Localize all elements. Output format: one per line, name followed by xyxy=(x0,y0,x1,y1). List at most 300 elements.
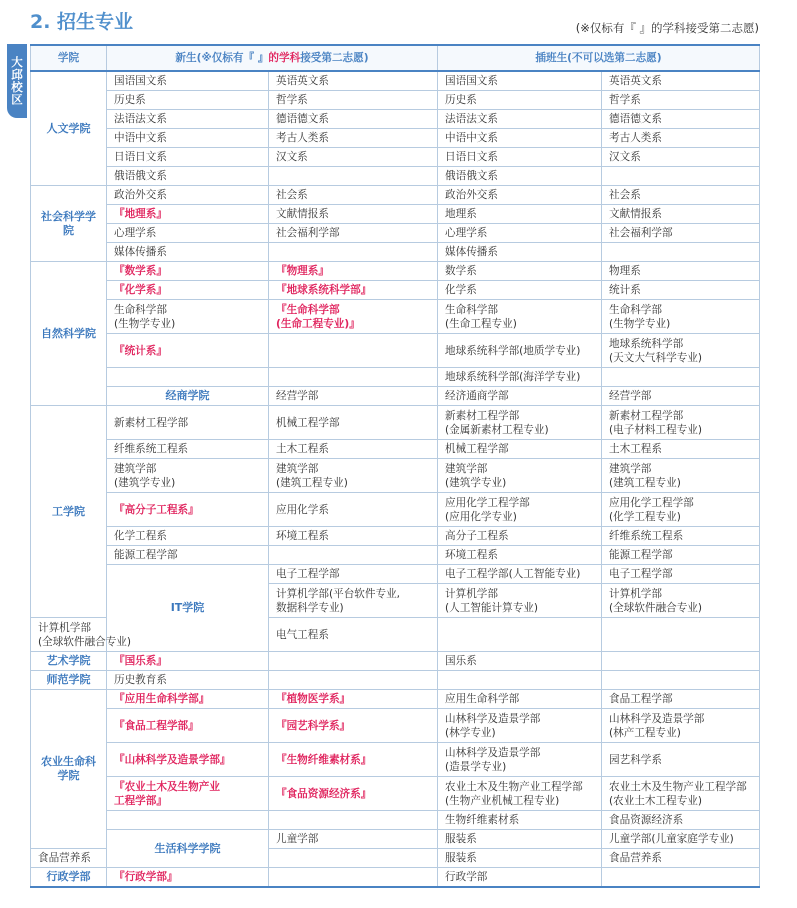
transfer-major-cell xyxy=(438,690,602,709)
freshman-major-cell-line1: 历史系 xyxy=(114,94,146,106)
transfer-major-cell xyxy=(438,527,602,546)
freshman-major-cell xyxy=(269,148,438,167)
freshman-major-cell-line1: 『国乐系』 xyxy=(114,655,167,667)
freshman-major-cell xyxy=(107,148,269,167)
transfer-major-cell-line1: 新素材工程学部 xyxy=(609,409,684,422)
freshman-major-cell-line1: 『应用生命科学部』 xyxy=(114,693,210,705)
freshman-major-cell xyxy=(107,811,269,830)
freshman-header-prefix: 新生(※仅标有『 』 xyxy=(175,52,269,64)
freshman-header xyxy=(107,45,438,71)
transfer-major-cell-line2: (生物产业机械工程专业) xyxy=(445,794,560,807)
freshman-major-cell xyxy=(269,243,438,262)
transfer-major-cell-line2: (电子材料工程专业) xyxy=(609,423,703,436)
freshman-major-cell-line1: 经营学部 xyxy=(276,390,319,402)
transfer-major-cell xyxy=(438,243,602,262)
freshman-major-cell-line1: 考古人类系 xyxy=(276,132,329,144)
freshman-major-cell-line1: 儿童学部 xyxy=(276,833,319,845)
transfer-major-cell xyxy=(438,110,602,129)
freshman-major-cell-line1: 『地理系』 xyxy=(114,208,167,220)
freshman-major-cell xyxy=(269,368,438,387)
transfer-major-cell xyxy=(438,129,602,148)
table-row xyxy=(31,186,760,205)
transfer-major-cell-line1: 生命科学部 xyxy=(445,303,498,316)
transfer-major-cell-line2: (造景学专业) xyxy=(445,760,507,773)
transfer-major-cell-line1: 心理学系 xyxy=(445,227,488,239)
freshman-major-cell-line1: 服装系 xyxy=(445,833,477,845)
freshman-major-cell xyxy=(107,406,269,440)
college-cell: 农业生命科学院 xyxy=(31,690,107,849)
freshman-major-cell xyxy=(269,584,438,618)
transfer-major-cell xyxy=(438,300,602,334)
freshman-major-cell xyxy=(269,690,438,709)
transfer-major-cell-line1: 地球系统科学部 xyxy=(609,337,684,350)
transfer-major-cell xyxy=(602,690,760,709)
college-cell: IT学院 xyxy=(107,565,269,652)
freshman-major-cell xyxy=(31,849,107,868)
transfer-major-cell-line1: 政治外交系 xyxy=(445,189,498,201)
transfer-major-cell xyxy=(602,186,760,205)
transfer-major-cell xyxy=(438,709,602,743)
transfer-major-cell-line1: 环境工程系 xyxy=(445,549,498,561)
freshman-major-cell xyxy=(269,387,438,406)
transfer-major-cell xyxy=(602,281,760,300)
freshman-major-cell xyxy=(107,527,269,546)
transfer-major-cell-line1: 地理系 xyxy=(445,208,477,220)
freshman-major-cell xyxy=(107,334,269,368)
freshman-major-cell xyxy=(107,224,269,243)
freshman-major-cell xyxy=(269,186,438,205)
freshman-major-cell-line1: 土木工程系 xyxy=(276,443,329,455)
transfer-major-cell-line1: 俄语俄文系 xyxy=(445,170,498,182)
freshman-major-cell xyxy=(269,300,438,334)
transfer-major-cell xyxy=(602,493,760,527)
freshman-major-cell xyxy=(107,300,269,334)
freshman-major-cell xyxy=(269,262,438,281)
freshman-major-cell-line2: 数据科学专业) xyxy=(276,601,344,614)
transfer-major-cell xyxy=(602,709,760,743)
transfer-major-cell xyxy=(438,868,602,888)
freshman-major-cell-line1: 『园艺科学系』 xyxy=(276,719,351,732)
transfer-major-cell xyxy=(602,868,760,888)
college-cell: 社会科学学院 xyxy=(31,186,107,262)
freshman-major-cell xyxy=(269,91,438,110)
transfer-major-cell xyxy=(602,387,760,406)
transfer-major-cell-line2: (林产工程专业) xyxy=(609,726,681,739)
freshman-major-cell xyxy=(269,281,438,300)
freshman-major-cell-line1: 历史教育系 xyxy=(114,674,167,686)
table-row xyxy=(31,300,760,334)
second-choice-note: (※仅标有『 』的学科接受第二志愿) xyxy=(575,21,759,35)
table-row xyxy=(31,671,760,690)
transfer-major-cell-line1: 山林科学及造景学部 xyxy=(445,712,541,725)
freshman-major-cell xyxy=(269,743,438,777)
transfer-major-cell xyxy=(438,281,602,300)
major-table xyxy=(30,44,760,888)
transfer-major-cell-line1: 园艺科学系 xyxy=(609,753,662,766)
table-row xyxy=(31,281,760,300)
transfer-major-cell xyxy=(602,243,760,262)
transfer-major-cell xyxy=(602,71,760,91)
transfer-major-cell-line1: 电子工程学部 xyxy=(609,568,673,580)
transfer-major-cell-line1: 新素材工程学部 xyxy=(445,409,520,422)
transfer-major-cell-line1: 应用生命科学部 xyxy=(445,693,520,705)
freshman-major-cell-line1: 日语日文系 xyxy=(114,151,167,163)
freshman-major-cell-line1: 『物理系』 xyxy=(276,265,329,277)
table-row xyxy=(31,334,760,368)
freshman-major-cell-line1: 能源工程学部 xyxy=(114,549,178,561)
transfer-major-cell xyxy=(602,459,760,493)
transfer-major-cell xyxy=(438,493,602,527)
transfer-major-cell xyxy=(602,91,760,110)
table-row xyxy=(31,71,760,91)
freshman-major-cell-line1: 『行政学部』 xyxy=(114,871,178,883)
transfer-major-cell-line1: 应用化学工程学部 xyxy=(445,496,530,509)
table-row xyxy=(31,811,760,830)
freshman-major-cell xyxy=(107,652,269,671)
transfer-major-cell-line2: (农业土木工程专业) xyxy=(609,794,703,807)
freshman-major-cell-line1: 『农业土木及生物产业 xyxy=(114,780,220,793)
table-row xyxy=(31,406,760,440)
transfer-major-cell xyxy=(602,300,760,334)
freshman-major-cell-line1: 『植物医学系』 xyxy=(276,693,351,705)
transfer-major-cell-line1: 德语德文系 xyxy=(609,113,662,125)
freshman-major-cell xyxy=(269,71,438,91)
freshman-major-cell-line1: 电气工程系 xyxy=(276,628,329,641)
transfer-major-cell xyxy=(602,224,760,243)
freshman-major-cell xyxy=(438,565,602,584)
table-row xyxy=(31,459,760,493)
transfer-major-cell xyxy=(438,618,602,652)
table-row xyxy=(31,493,760,527)
transfer-major-cell-line1: 山林科学及造景学部 xyxy=(609,712,705,725)
table-row xyxy=(31,224,760,243)
freshman-major-cell xyxy=(107,110,269,129)
freshman-major-cell xyxy=(269,440,438,459)
college-cell: 自然科学院 xyxy=(31,262,107,406)
table-header-row xyxy=(31,45,760,71)
transfer-major-cell xyxy=(438,368,602,387)
freshman-major-cell xyxy=(438,387,602,406)
transfer-major-cell-line2: (天文大气科学专业) xyxy=(609,351,703,364)
campus-tab: 大邱校区 xyxy=(7,44,27,118)
transfer-major-cell-line1: 高分子工程系 xyxy=(445,530,509,542)
college-header: 学院 xyxy=(31,45,107,71)
transfer-major-cell-line1: 儿童学部(儿童家庭学专业) xyxy=(609,833,734,845)
transfer-major-cell-line1: 计算机学部 xyxy=(609,587,662,600)
transfer-major-cell-line2: (全球软件融合专业) xyxy=(609,601,703,614)
freshman-major-cell-line1: 社会福利学部 xyxy=(276,227,340,239)
freshman-major-cell-line2: (全球软件融合专业) xyxy=(38,635,132,648)
table-row xyxy=(31,243,760,262)
table-row xyxy=(31,527,760,546)
freshman-major-cell-line1: 建筑学部 xyxy=(114,462,157,475)
freshman-header-suffix: 接受第二志愿) xyxy=(300,52,369,64)
table-row xyxy=(31,652,760,671)
freshman-major-cell-line1: 经济通商学部 xyxy=(445,390,509,402)
transfer-major-cell xyxy=(602,129,760,148)
transfer-major-cell xyxy=(438,205,602,224)
freshman-major-cell-line2: (人工智能计算专业) xyxy=(445,601,539,614)
table-row xyxy=(31,709,760,743)
freshman-major-cell-line1: 新素材工程学部 xyxy=(114,416,189,429)
transfer-major-cell xyxy=(602,334,760,368)
transfer-major-cell xyxy=(602,777,760,811)
transfer-major-cell-line1: 历史系 xyxy=(445,94,477,106)
freshman-major-cell xyxy=(107,459,269,493)
transfer-major-cell xyxy=(438,743,602,777)
freshman-major-cell xyxy=(269,167,438,186)
freshman-major-cell xyxy=(269,830,438,849)
transfer-major-cell xyxy=(602,167,760,186)
college-cell: 经商学院 xyxy=(107,387,269,406)
freshman-major-cell-line1: 生命科学部 xyxy=(114,303,167,316)
transfer-major-cell-line1: 日语日文系 xyxy=(445,151,498,163)
table-row xyxy=(31,110,760,129)
transfer-major-cell-line1: 考古人类系 xyxy=(609,132,662,144)
freshman-major-cell-line1: 计算机学部 xyxy=(38,621,91,634)
freshman-major-cell-line2: (生物学专业) xyxy=(114,317,176,330)
transfer-major-cell xyxy=(438,546,602,565)
table-row xyxy=(31,387,760,406)
transfer-major-cell xyxy=(438,811,602,830)
freshman-major-cell xyxy=(269,671,438,690)
freshman-major-cell xyxy=(438,584,602,618)
transfer-major-cell xyxy=(602,148,760,167)
transfer-major-cell xyxy=(438,186,602,205)
freshman-major-cell xyxy=(107,71,269,91)
transfer-major-cell xyxy=(438,262,602,281)
freshman-major-cell-line1: 德语德文系 xyxy=(276,113,329,125)
freshman-major-cell xyxy=(269,406,438,440)
freshman-major-cell-line2: (生命工程专业)』 xyxy=(276,317,360,330)
transfer-major-cell xyxy=(438,148,602,167)
transfer-major-cell xyxy=(438,334,602,368)
transfer-major-cell-line1: 食品工程学部 xyxy=(609,693,673,705)
transfer-major-cell-line2: (林学专业) xyxy=(445,726,496,739)
transfer-major-cell xyxy=(438,91,602,110)
college-cell: 生活科学学院 xyxy=(107,830,269,868)
freshman-major-cell-line1: 英语英文系 xyxy=(276,75,329,87)
freshman-major-cell-line1: 『化学系』 xyxy=(114,284,167,296)
college-cell: 艺术学院 xyxy=(31,652,107,671)
freshman-major-cell-line1: 应用化学系 xyxy=(276,503,329,516)
transfer-major-cell-line1: 生命科学部 xyxy=(609,303,662,316)
transfer-major-cell xyxy=(602,440,760,459)
transfer-major-cell-line1: 农业土木及生物产业工程学部 xyxy=(445,780,583,793)
college-cell: 师范学院 xyxy=(31,671,107,690)
freshman-major-cell-line1: 政治外交系 xyxy=(114,189,167,201)
transfer-major-cell-line2: (金属新素材工程专业) xyxy=(445,423,549,436)
freshman-major-cell xyxy=(438,830,602,849)
transfer-major-cell-line1: 哲学系 xyxy=(609,94,641,106)
transfer-major-cell xyxy=(602,546,760,565)
freshman-major-cell-line1: 『生命科学部 xyxy=(276,303,340,316)
freshman-major-cell-line1: 哲学系 xyxy=(276,94,308,106)
table-row xyxy=(31,868,760,888)
transfer-major-cell xyxy=(602,652,760,671)
freshman-major-cell xyxy=(269,546,438,565)
transfer-major-cell-line2: (化学工程专业) xyxy=(609,510,681,523)
transfer-major-cell xyxy=(438,671,602,690)
transfer-major-cell-line1: 中语中文系 xyxy=(445,132,498,144)
transfer-major-cell-line1: 生物纤维素材系 xyxy=(445,814,520,826)
transfer-major-cell xyxy=(602,565,760,584)
freshman-major-cell xyxy=(107,91,269,110)
table-row xyxy=(31,148,760,167)
college-cell: 人文学院 xyxy=(31,71,107,186)
freshman-major-cell xyxy=(107,205,269,224)
freshman-header-mid: 的学科 xyxy=(268,52,301,64)
table-row xyxy=(31,205,760,224)
table-body xyxy=(31,71,760,887)
table-row xyxy=(31,546,760,565)
freshman-major-cell-line1: 『山林科学及造景学部』 xyxy=(114,753,231,766)
transfer-major-cell-line1: 汉文系 xyxy=(609,151,641,163)
freshman-major-cell-line1: 媒体传播系 xyxy=(114,246,167,258)
freshman-major-cell xyxy=(269,811,438,830)
transfer-major-cell-line1: 媒体传播系 xyxy=(445,246,498,258)
transfer-major-cell-line1: 食品营养系 xyxy=(609,852,662,864)
transfer-major-cell xyxy=(438,440,602,459)
freshman-major-cell-line1: 『数学系』 xyxy=(114,265,167,277)
table-row xyxy=(31,262,760,281)
table-row xyxy=(31,777,760,811)
transfer-major-cell xyxy=(602,584,760,618)
freshman-major-cell xyxy=(107,243,269,262)
transfer-major-cell xyxy=(438,849,602,868)
transfer-major-cell-line2: (建筑学专业) xyxy=(445,476,507,489)
transfer-major-cell-line2: (建筑工程专业) xyxy=(609,476,681,489)
freshman-major-cell-line1: 『食品工程学部』 xyxy=(114,719,199,732)
freshman-major-cell xyxy=(269,334,438,368)
transfer-major-cell-line1: 化学系 xyxy=(445,284,477,296)
table-row xyxy=(31,368,760,387)
transfer-major-cell-line1: 行政学部 xyxy=(445,871,488,883)
transfer-major-cell xyxy=(602,618,760,652)
freshman-major-cell xyxy=(269,849,438,868)
freshman-major-cell xyxy=(107,709,269,743)
transfer-major-cell-line1: 物理系 xyxy=(609,265,641,277)
transfer-major-cell-line1: 统计系 xyxy=(609,284,641,296)
freshman-major-cell-line1: 法语法文系 xyxy=(114,113,167,125)
transfer-major-cell-line1: 国语国文系 xyxy=(445,75,498,87)
freshman-major-cell xyxy=(269,129,438,148)
freshman-major-cell xyxy=(107,186,269,205)
college-cell: 工学院 xyxy=(31,406,107,618)
transfer-major-cell-line1: 纤维系统工程系 xyxy=(609,530,684,542)
freshman-major-cell xyxy=(269,459,438,493)
transfer-major-cell-line2: (生命工程专业) xyxy=(445,317,517,330)
transfer-major-cell-line1: 能源工程学部 xyxy=(609,549,673,561)
transfer-major-cell-line1: 地球系统科学部(地质学专业) xyxy=(445,344,581,357)
freshman-major-cell-line1: 『地球系统科学部』 xyxy=(276,284,372,296)
transfer-major-cell-line1: 建筑学部 xyxy=(609,462,652,475)
freshman-major-cell-line1: 计算机学部(平台软件专业, xyxy=(276,587,401,600)
transfer-major-cell xyxy=(602,110,760,129)
freshman-major-cell xyxy=(31,618,132,652)
table-row xyxy=(31,91,760,110)
transfer-major-cell xyxy=(602,849,760,868)
freshman-major-cell xyxy=(269,224,438,243)
transfer-major-cell xyxy=(438,777,602,811)
freshman-major-cell-line1: 『生物纤维素材系』 xyxy=(276,753,372,766)
freshman-major-cell-line1: 国语国文系 xyxy=(114,75,167,87)
freshman-major-cell xyxy=(107,546,269,565)
freshman-major-cell xyxy=(269,777,438,811)
transfer-major-cell-line1: 法语法文系 xyxy=(445,113,498,125)
transfer-major-cell xyxy=(602,205,760,224)
freshman-major-cell-line1: 汉文系 xyxy=(276,151,308,163)
transfer-major-cell xyxy=(438,406,602,440)
table-row xyxy=(31,830,760,849)
transfer-major-cell-line1: 经营学部 xyxy=(609,390,652,402)
freshman-major-cell-line1: 食品营养系 xyxy=(38,852,91,864)
transfer-major-cell-line1: 建筑学部 xyxy=(445,462,488,475)
freshman-major-cell xyxy=(107,167,269,186)
transfer-major-cell xyxy=(602,811,760,830)
transfer-major-cell-line1: 英语英文系 xyxy=(609,75,662,87)
freshman-major-cell-line1: 环境工程系 xyxy=(276,530,329,542)
freshman-major-cell xyxy=(107,129,269,148)
transfer-major-cell xyxy=(438,459,602,493)
freshman-major-cell xyxy=(269,868,438,888)
freshman-major-cell-line1: 纤维系统工程系 xyxy=(114,443,189,455)
table-row xyxy=(31,167,760,186)
transfer-major-cell xyxy=(602,262,760,281)
transfer-major-cell xyxy=(438,167,602,186)
freshman-major-cell xyxy=(107,281,269,300)
transfer-major-cell-line1: 社会福利学部 xyxy=(609,227,673,239)
transfer-major-cell-line1: 土木工程系 xyxy=(609,443,662,455)
transfer-major-cell xyxy=(602,527,760,546)
freshman-major-cell xyxy=(107,671,269,690)
freshman-major-cell-line1: 电子工程学部(人工智能专业) xyxy=(445,568,581,580)
table-row xyxy=(31,565,760,584)
freshman-major-cell-line1: 文献情报系 xyxy=(276,208,329,220)
freshman-major-cell xyxy=(107,690,269,709)
freshman-major-cell xyxy=(107,493,269,527)
freshman-major-cell-line1: 『食品资源经济系』 xyxy=(276,787,372,800)
transfer-major-cell-line2: (生物学专业) xyxy=(609,317,671,330)
freshman-major-cell-line1: 机械工程学部 xyxy=(276,416,340,429)
transfer-major-cell-line1: 应用化学工程学部 xyxy=(609,496,694,509)
freshman-major-cell xyxy=(269,565,438,584)
freshman-major-cell-line1: 化学工程系 xyxy=(114,530,167,542)
transfer-major-cell-line1: 农业土木及生物产业工程学部 xyxy=(609,780,747,793)
table-row xyxy=(31,743,760,777)
transfer-major-cell-line1: 数学系 xyxy=(445,265,477,277)
transfer-major-cell xyxy=(602,743,760,777)
freshman-major-cell-line1: 心理学系 xyxy=(114,227,157,239)
transfer-major-cell xyxy=(602,830,760,849)
freshman-major-cell xyxy=(269,205,438,224)
transfer-major-cell-line1: 国乐系 xyxy=(445,655,477,667)
transfer-major-cell-line1: 地球系统科学部(海洋学专业) xyxy=(445,371,581,383)
freshman-major-cell xyxy=(269,110,438,129)
transfer-major-cell-line1: 服装系 xyxy=(445,852,477,864)
freshman-major-cell-line2: 工程学部』 xyxy=(114,794,167,807)
freshman-major-cell-line1: 俄语俄文系 xyxy=(114,170,167,182)
transfer-major-cell-line1: 社会系 xyxy=(609,189,641,201)
freshman-major-cell xyxy=(269,527,438,546)
table-row xyxy=(31,690,760,709)
freshman-major-cell xyxy=(269,652,438,671)
freshman-major-cell-line1: 『高分子工程系』 xyxy=(114,503,199,516)
transfer-major-cell-line1: 机械工程学部 xyxy=(445,443,509,455)
freshman-major-cell-line1: 社会系 xyxy=(276,189,308,201)
college-cell: 行政学部 xyxy=(31,868,107,888)
transfer-major-cell xyxy=(438,224,602,243)
